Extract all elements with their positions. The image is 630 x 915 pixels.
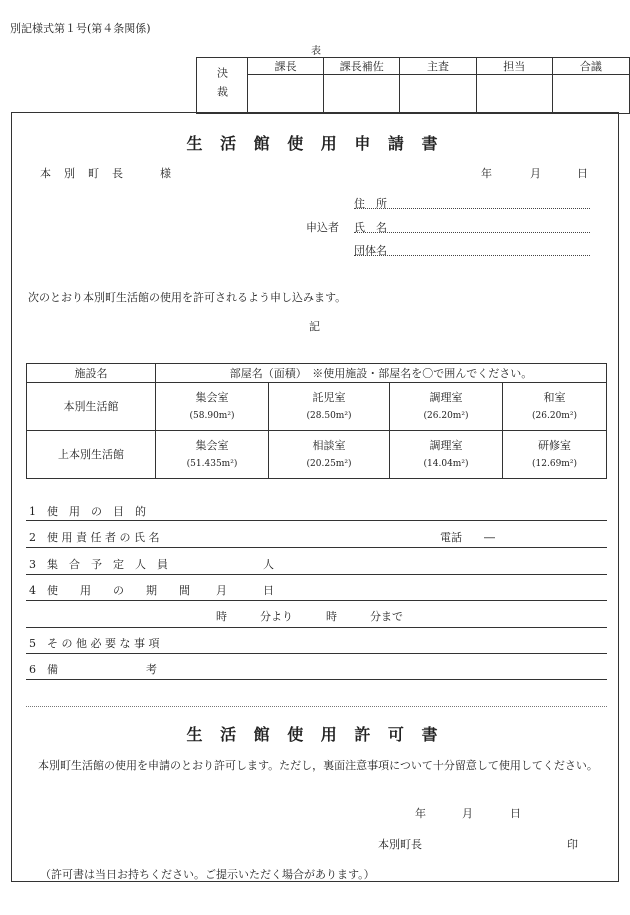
- permit-date-month: 月: [462, 807, 473, 820]
- room-area: (14.04m²): [423, 458, 469, 469]
- address-field[interactable]: [354, 208, 590, 209]
- approval-box-gogi[interactable]: [552, 75, 629, 114]
- approval-header-shusa: 主査: [400, 58, 476, 75]
- kessai-cell: 決裁: [197, 58, 248, 114]
- applicant-label: 申込者: [306, 221, 339, 234]
- facility-name-kamihonbetsu: 上本別生活館: [27, 431, 156, 479]
- application-title: 生 活 館 使 用 申 請 書: [186, 134, 444, 153]
- section-divider: [26, 706, 607, 707]
- permit-text: 本別町生活館の使用を申請のとおり許可します。ただし，裏面注意事項について十分留意して使用してください。: [38, 759, 598, 772]
- room-area: (58.90m²): [189, 410, 235, 421]
- permit-date-day: 日: [510, 807, 521, 820]
- room-name: 和室: [543, 390, 566, 404]
- name-field[interactable]: [354, 232, 590, 233]
- room-cell[interactable]: [503, 431, 607, 479]
- phone-label: 電話 ―: [440, 531, 495, 544]
- seal-mark: 印: [567, 838, 578, 851]
- approval-box-kacho-hosa[interactable]: [324, 75, 400, 114]
- approval-box-tanto[interactable]: [476, 75, 552, 114]
- room-cell[interactable]: [390, 383, 503, 431]
- permit-title: 生 活 館 使 用 許 可 書: [186, 725, 444, 744]
- item-other-line[interactable]: [26, 653, 607, 654]
- permit-issuer: 本別町長: [378, 838, 422, 851]
- room-name: 託児室: [312, 390, 346, 404]
- room-name: 集会室: [195, 390, 229, 404]
- group-field[interactable]: [354, 255, 590, 256]
- facility-name-honbetsu: 本別生活館: [27, 383, 156, 431]
- rooms-header: 部屋名（面積） ※使用施設・部屋名を〇で囲んでください。: [156, 364, 607, 383]
- approval-header-tanto: 担当: [476, 58, 552, 75]
- address-label: 住 所: [354, 197, 387, 210]
- form-number-label: 別記様式第１号(第４条関係): [10, 22, 151, 35]
- room-area: (26.20m²): [423, 410, 469, 421]
- application-date-month: 月: [530, 167, 541, 180]
- side-label: 表: [311, 46, 321, 57]
- item-remarks-label: 6 備 考: [29, 663, 157, 676]
- item-attendees-line[interactable]: [26, 574, 607, 575]
- item-attendees-label: 3 集 合 予 定 人 員: [29, 558, 168, 571]
- room-name: 研修室: [538, 438, 571, 452]
- period-time: 時 分より 時 分まで: [216, 610, 403, 623]
- item-purpose-line[interactable]: [26, 520, 607, 521]
- room-name: 相談室: [312, 438, 346, 452]
- room-cell[interactable]: [156, 383, 269, 431]
- room-area: (28.50m²): [306, 410, 352, 421]
- item-responsible-line[interactable]: [26, 547, 607, 548]
- facility-table: [26, 363, 607, 479]
- approval-box-kacho[interactable]: [248, 75, 324, 114]
- room-name: 調理室: [429, 438, 463, 452]
- room-name: 調理室: [429, 390, 463, 404]
- room-area: (20.25m²): [306, 458, 352, 469]
- room-cell[interactable]: [503, 383, 607, 431]
- application-date-year: 年: [481, 167, 492, 180]
- room-area: (12.69m²): [532, 458, 577, 469]
- application-date-day: 日: [577, 167, 588, 180]
- room-area: (26.20m²): [532, 410, 577, 421]
- permit-note: （許可書は当日お持ちください。ご提示いただく場合があります。）: [40, 868, 375, 881]
- item-period-line[interactable]: [26, 600, 607, 601]
- item-purpose-label: 1 使 用 の 目 的: [29, 505, 146, 518]
- item-period-label: 4 使 用 の 期 間: [29, 584, 190, 597]
- addressee: 本別町長 様: [40, 167, 184, 180]
- application-statement: 次のとおり本別町生活館の使用を許可されるよう申し込みます。: [28, 291, 347, 304]
- approval-box-shusa[interactable]: [400, 75, 476, 114]
- facility-header: 施設名: [27, 364, 156, 383]
- room-name: 集会室: [195, 438, 229, 452]
- approval-header-kacho-hosa: 課長補佐: [324, 58, 400, 75]
- name-label: 氏 名: [354, 221, 387, 234]
- room-cell[interactable]: [156, 431, 269, 479]
- permit-date-year: 年: [415, 807, 426, 820]
- room-cell[interactable]: [269, 383, 390, 431]
- period-month: 月: [216, 584, 227, 597]
- approval-header-gogi: 合議: [552, 58, 629, 75]
- period-day: 日: [263, 584, 274, 597]
- item-responsible-label: 2 使 用 責 任 者 の 氏 名: [29, 531, 160, 544]
- room-cell[interactable]: [390, 431, 503, 479]
- group-label: 団体名: [354, 244, 387, 257]
- approval-header-kacho: 課長: [248, 58, 324, 75]
- ki-label: 記: [309, 320, 320, 333]
- approval-table: [196, 57, 630, 114]
- item-other-label: 5 そ の 他 必 要 な 事 項: [29, 637, 160, 650]
- item-period-time-line[interactable]: [26, 627, 607, 628]
- item-remarks-line[interactable]: [26, 679, 607, 680]
- room-cell[interactable]: [269, 431, 390, 479]
- attendees-unit: 人: [263, 558, 274, 571]
- room-area: (51.435m²): [186, 458, 238, 469]
